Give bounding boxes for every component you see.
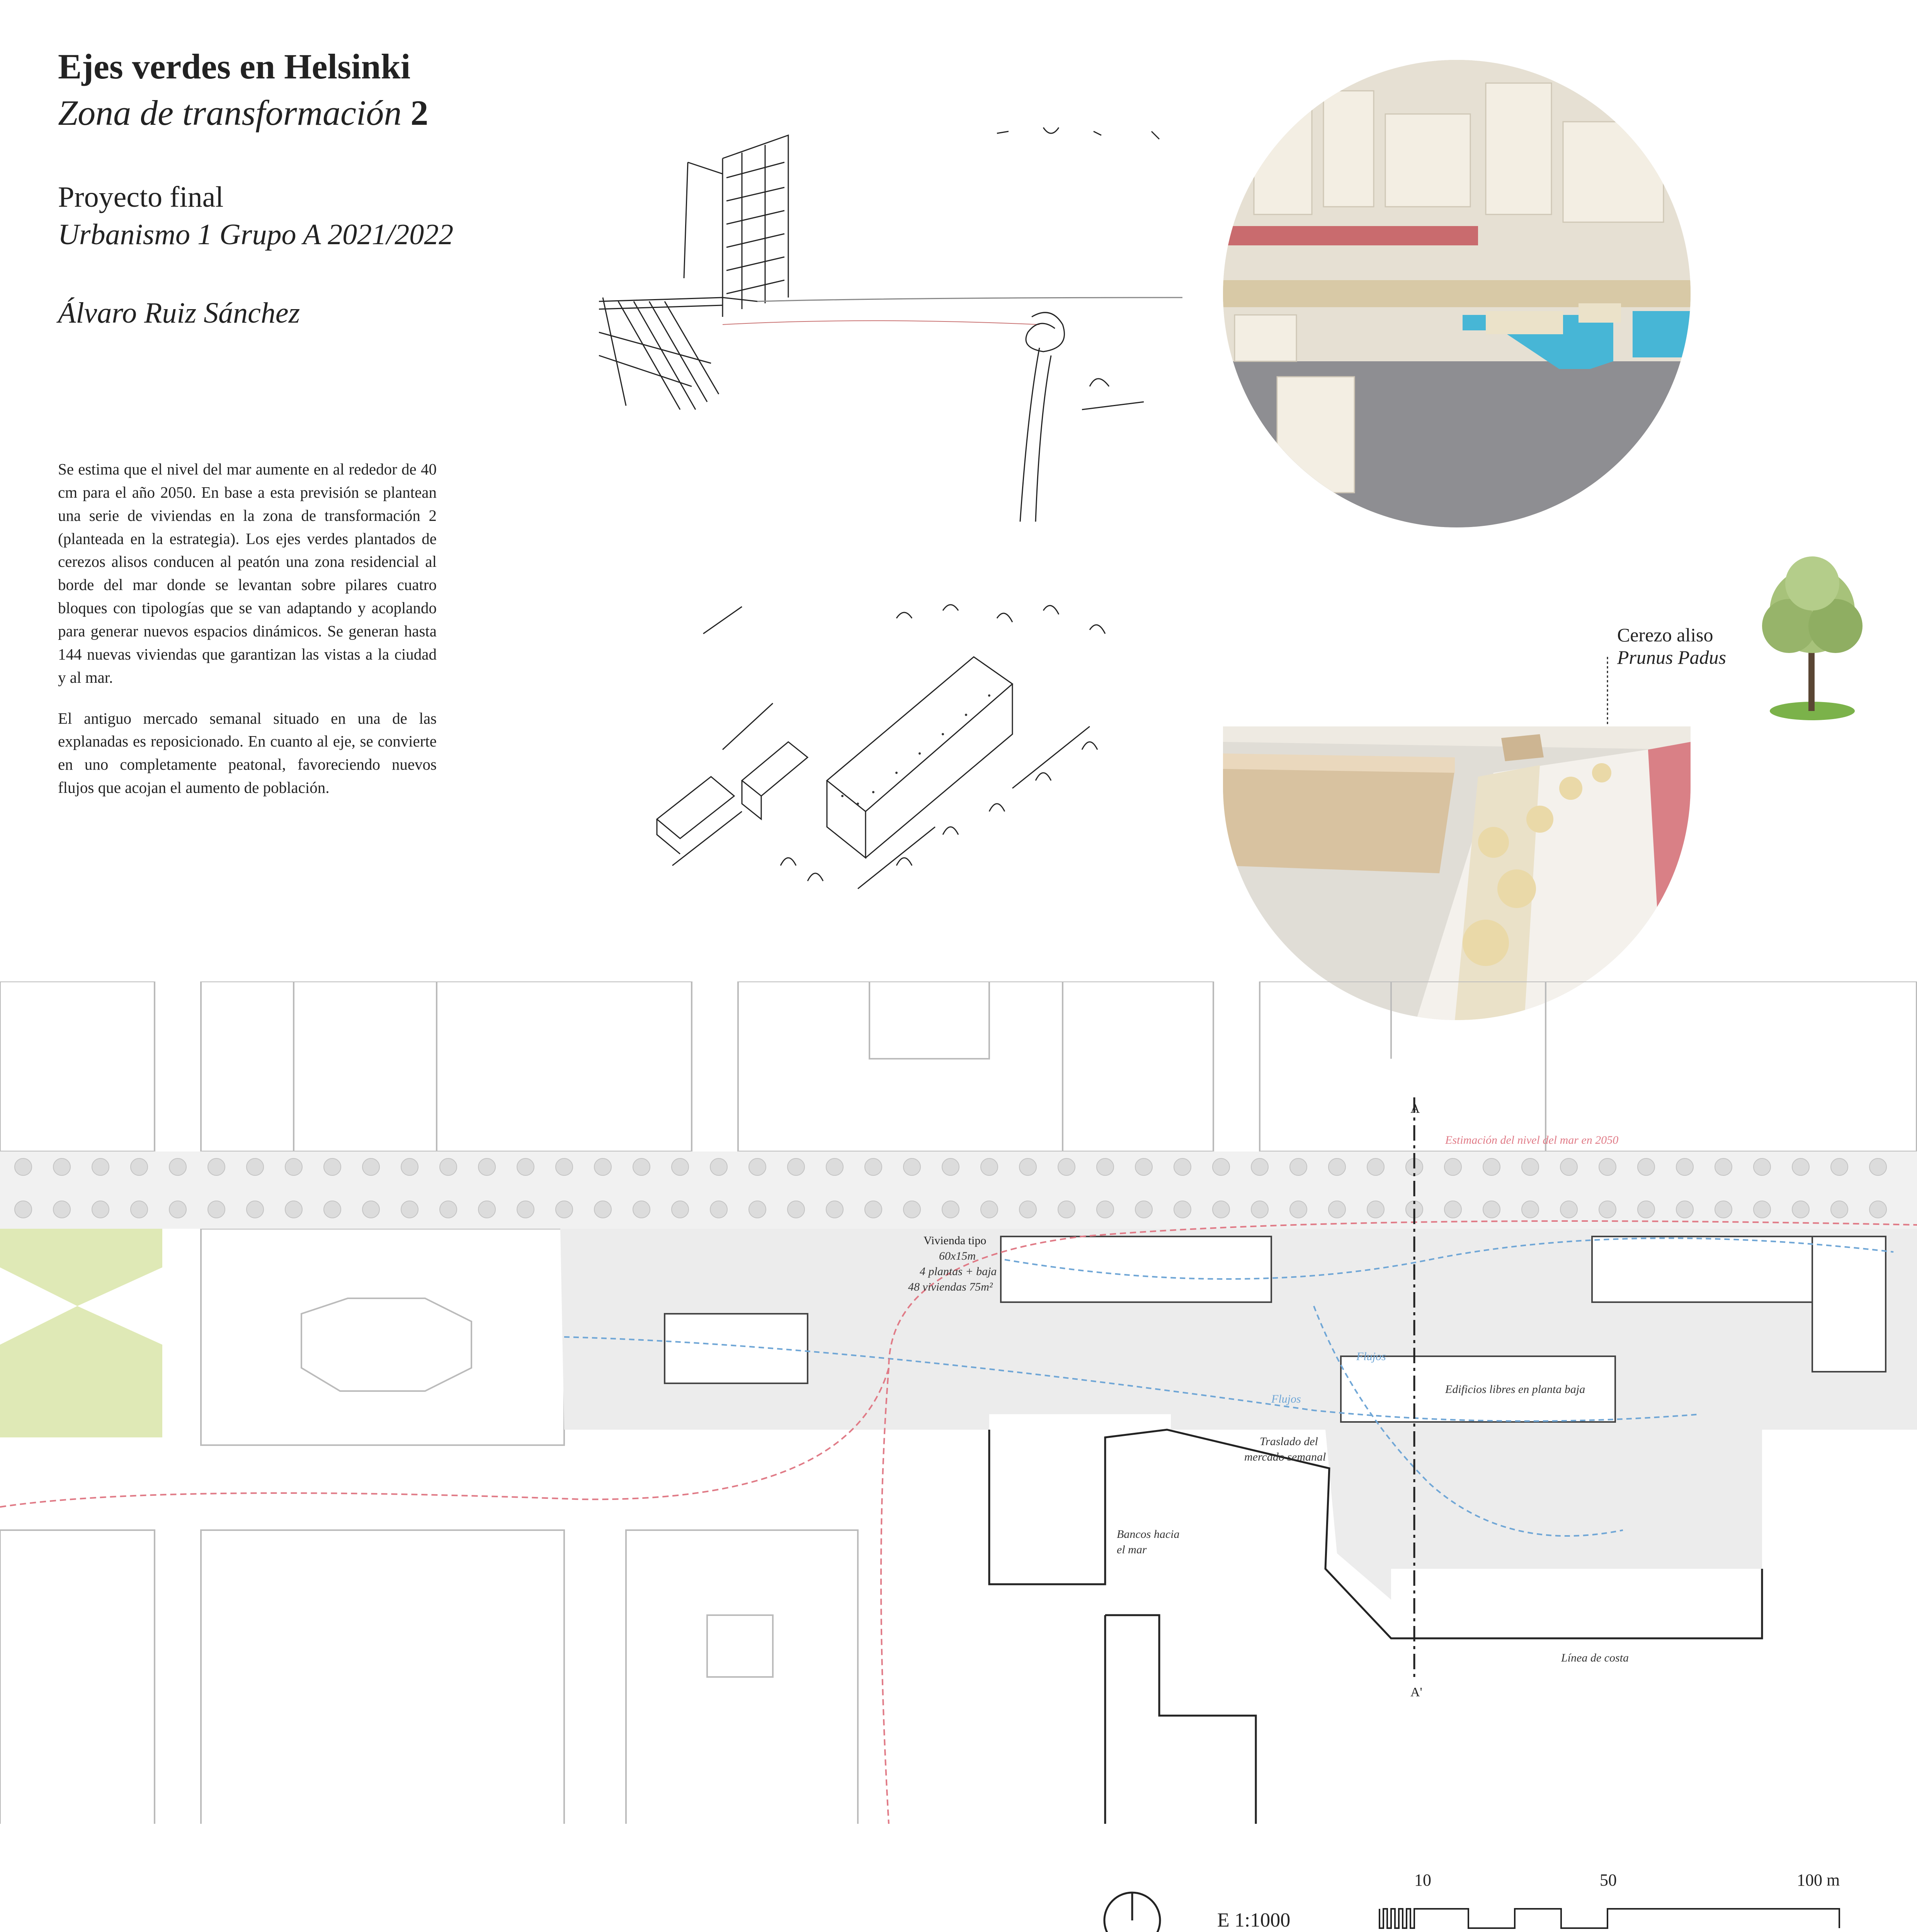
site-plan [0,981,1917,1824]
description-paragraph-2: El antiguo mercado semanal situado en una de las explanadas es reposicionado. En cuanto al eje, se convierte en uno completamente peatonal, favoreciendo nuevos flujos que acojan el aumento de población. [58,709,437,797]
author-name: Álvaro Ruiz Sánchez [58,297,300,329]
plan-scale-bar [1376,1862,1855,1932]
project-label: Proyecto final [58,181,224,213]
page-title: Ejes verdes en Helsinki [58,47,411,86]
subtitle-text: Zona de transformación [58,93,402,133]
tree-common-name: Cerezo aliso [1617,624,1713,646]
coastline-label: Línea de costa [1561,1651,1629,1664]
cherry-tree-icon [1754,549,1870,726]
description [58,458,437,817]
housing-floors: 4 plantas + baja [920,1265,997,1278]
free-ground-label: Edificios libres en planta baja [1445,1383,1585,1396]
tree-label [1617,624,1726,668]
subtitle-number: 2 [410,93,429,133]
housing-size: 60x15m [939,1250,976,1262]
perspective-sketch [595,116,1182,526]
plan-scale-tick-100: 100 m [1797,1871,1840,1889]
plan-sea-level-label: Estimación del nivel del mar en 2050 [1445,1134,1619,1146]
north-arrow-icon [1101,1889,1163,1932]
model-photo-street [1223,726,1691,1020]
course-label: Urbanismo 1 Grupo A 2021/2022 [58,218,454,251]
tree-scientific-name: Prunus Padus [1617,646,1726,668]
description-paragraph-1: Se estima que el nivel del mar aumente en al rededor de 40 cm para el año 2050. En base a esta previsión se plantean una serie de viviendas en la zona de transformación 2 (planteada en la estrategia). Los ejes verdes plantados de cerezos alisos conducen al peatón una zona residencial al borde del mar donde se levantan sobre pilares cuatro bloques con tipologías que se van adaptando y acoplando para generar nuevos espacios dinámicos. Se generan hasta 144 nuevas viviendas que garantizan las vistas a la ciudad y al mar. [58,460,437,686]
housing-units: 48 viviendas 75m² [908,1281,993,1293]
axonometric-sketch [626,595,1237,935]
plan-scale-tick-50: 50 [1600,1871,1617,1889]
section-mark-top: A [1410,1102,1420,1116]
section-mark-bottom: A' [1410,1685,1422,1699]
market-label-1: Traslado del [1260,1435,1318,1448]
market-label-2: mercado semanal [1244,1451,1326,1463]
benches-label-2: el mar [1117,1543,1147,1556]
flow-label-1: Flujos [1356,1350,1386,1363]
page-subtitle [58,93,428,134]
model-photo-top [1223,60,1691,527]
tree-leader-line [1604,657,1619,734]
plan-scale: E 1:1000 [1217,1909,1291,1931]
plan-scale-tick-10: 10 [1414,1871,1431,1889]
flow-label-2: Flujos [1271,1393,1301,1405]
benches-label-1: Bancos hacia [1117,1528,1180,1541]
housing-label: Vivienda tipo [924,1234,987,1247]
